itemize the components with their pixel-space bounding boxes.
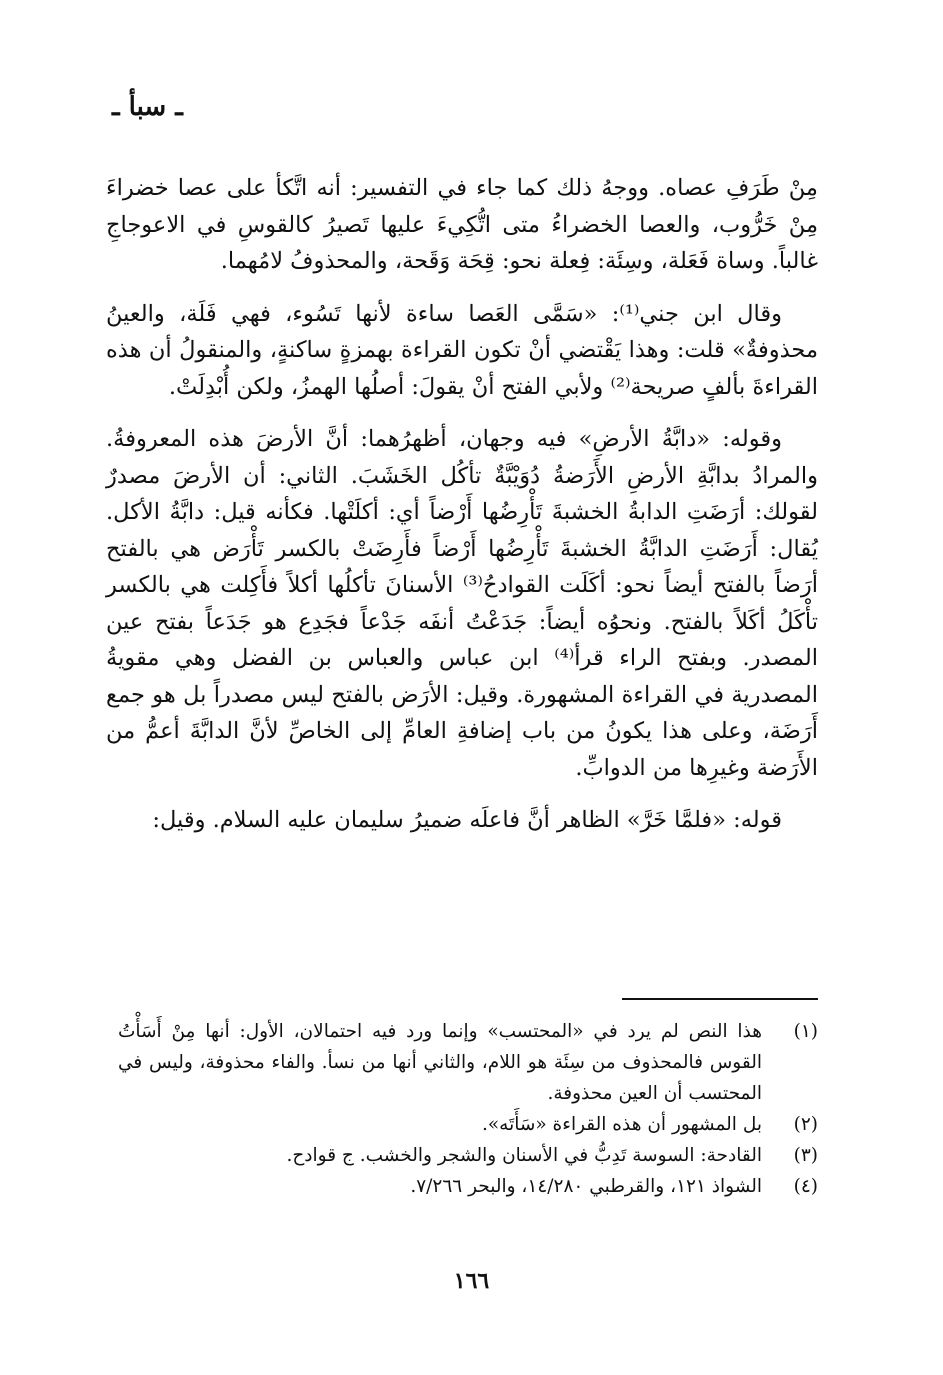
footnote xyxy=(118,1171,818,1202)
paragraph: قوله: «فلمَّا خَرَّ» الظاهر أنَّ فاعلَه ضميرُ سليمان عليه السلام. وقيل: xyxy=(152,807,782,833)
footnote xyxy=(118,1140,818,1171)
running-header: ـ سبأ ـ xyxy=(112,92,183,122)
footnote-number: (٣) xyxy=(793,1145,818,1166)
footnote-text: القادحة: السوسة تَدِبُّ في الأسنان والشجر والخشب. ج قوادح. xyxy=(286,1145,762,1166)
footnote-text: الشواذ ١٢١، والقرطبي ١٤/٢٨٠، والبحر ٧/٢٦٦. xyxy=(410,1176,762,1197)
footnote-text: هذا النص لم يرد في «المحتسب» وإنما ورد فيه احتمالان، الأول: أنها مِنْ أَسَأْتُ القوس فالمحذوف من سِئَة هو اللام، والثاني أنها من نسأ. والفاء محذوفة، وليس في المحتسب أن العين محذوفة. xyxy=(118,1021,762,1104)
paragraph: مِنْ طَرَفِ عصاه. ووجهُ ذلك كما جاء في التفسير: أنه اتَّكأ على عصا خضراءَ مِنْ خَرُّوب، والعصا الخضراءُ متى اتُّكِيءَ عليها تَصيرُ كالقوسِ في الاعوجاجِ غالباً. وساة فَعَلة، وسِئَة: فِعلة نحو: قِحَة وَقَحة، والمحذوفُ لامُهما. xyxy=(106,175,818,274)
footnote-number: (٢) xyxy=(793,1114,818,1135)
footnote xyxy=(118,1016,818,1109)
paragraph: وقال ابن جني⁽¹⁾: «سَمَّى العَصا ساءة لأنها تَسُوء، فهي فَلَة، والعينُ محذوفةٌ» قلت: وهذا يَقْتضي أنْ تكون القراءة بهمزةٍ ساكنةٍ، والمنقولُ أن هذه القراءةَ بألفٍ صريحة⁽²⁾ ولأبي الفتح أنْ يقولَ: أصلُها الهمزُ، ولكن أُبْدِلَتْ. xyxy=(106,300,818,400)
footnote-separator xyxy=(622,998,818,1000)
footnote-number: (٤) xyxy=(793,1176,818,1197)
footnote xyxy=(118,1109,818,1140)
footnote-text: بل المشهور أن هذه القراءة «سَأَتَه». xyxy=(481,1114,762,1135)
main-text xyxy=(106,170,818,839)
page-number: ١٦٦ xyxy=(453,1268,490,1294)
footnote-number: (١) xyxy=(793,1021,818,1042)
footnotes xyxy=(118,1016,818,1202)
paragraph: وقوله: «دابَّةُ الأرضِ» فيه وجهان، أظهرُهما: أنَّ الأرضَ هذه المعروفةُ. والمرادُ بدابَّةِ الأرضِ الأَرَضةُ دُوَيْبَّةٌ تأكُل الخَشَبَ. الثاني: أن الأرضَ مصدرٌ لقولك: أرَضَتِ الدابةُ الخشبةَ تَأْرِضُها أَرْضاً أي: أكلَتْها. فكأنه قيل: دابَّةُ الأكل. يُقال: أَرَضَتِ الدابَّةُ الخشبةَ تَأْرِضُها أَرْضاً فأَرِضَتْ بالكسر تَأْرَض هي بالفتح أرَضاً بالفتح أيضاً نحو: أكَلَت القوادحُ⁽³⁾ الأسنانَ تأكلُها أكلاً فأَكِلت هي بالكسر تأْكَلُ أكَلاً بالفتح. ونحوُه أيضاً: جَدَعْتُ أنفَه جَدْعاً فجَدِع هو جَدَعاً بفتح عين المصدر. وبفتح الراء قرأ⁽⁴⁾ ابن عباس والعباس بن الفضل وهي مقويةُ المصدرية في القراءة المشهورة. وقيل: الأرَض بالفتح ليس مصدراً بل هو جمع أَرَضَة، وعلى هذا يكونُ من باب إضافةِ العامِّ إلى الخاصِّ لأنَّ الدابَّةَ أعمُّ من الأَرَضة وغيرِها من الدوابِّ. xyxy=(106,426,818,781)
